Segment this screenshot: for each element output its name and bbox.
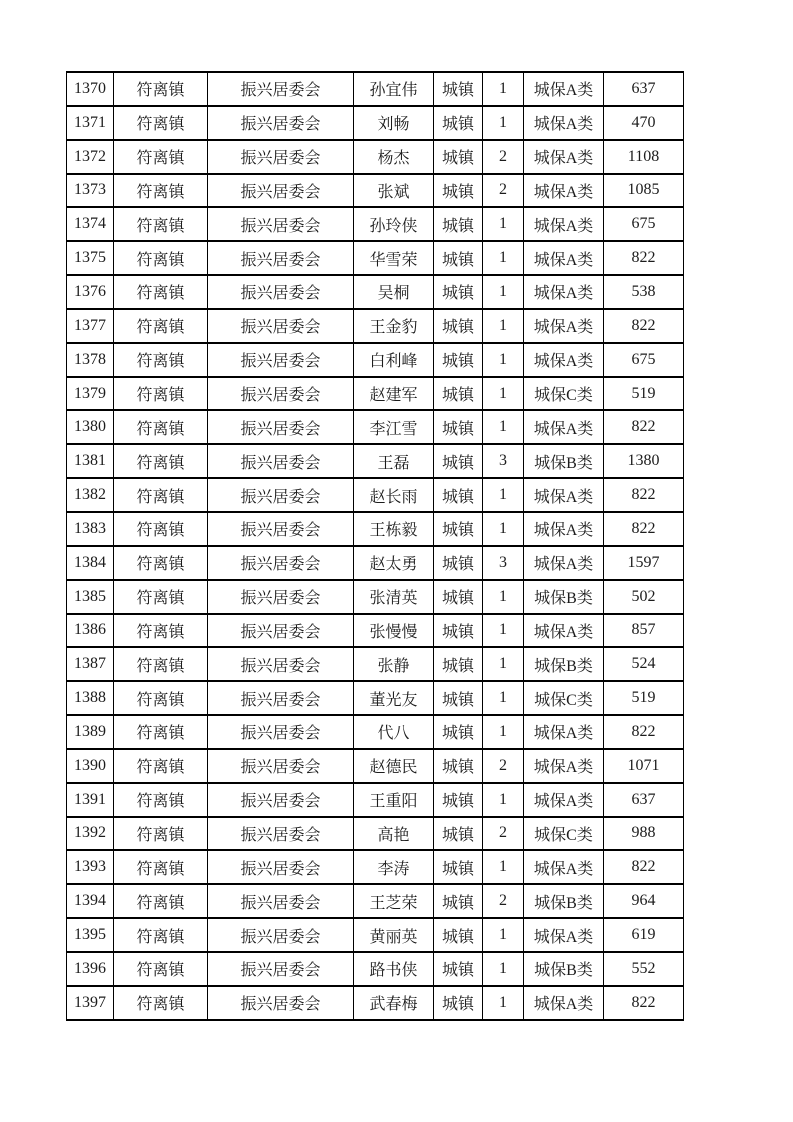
cell-residence-type: 城镇 [434,986,483,1020]
cell-household-count: 2 [483,174,524,208]
cell-amount: 822 [604,986,684,1020]
cell-benefit-category: 城保A类 [524,478,604,512]
cell-committee: 振兴居委会 [208,850,354,884]
cell-benefit-category: 城保A类 [524,986,604,1020]
cell-amount: 637 [604,72,684,106]
cell-serial-number: 1377 [67,309,114,343]
cell-amount: 519 [604,377,684,411]
cell-town: 符离镇 [114,174,208,208]
cell-serial-number: 1385 [67,580,114,614]
cell-person-name: 王芝荣 [354,884,434,918]
cell-committee: 振兴居委会 [208,580,354,614]
cell-household-count: 1 [483,241,524,275]
cell-household-count: 1 [483,918,524,952]
cell-benefit-category: 城保A类 [524,241,604,275]
cell-town: 符离镇 [114,681,208,715]
cell-amount: 1108 [604,140,684,174]
cell-benefit-category: 城保A类 [524,850,604,884]
cell-person-name: 王磊 [354,444,434,478]
cell-benefit-category: 城保B类 [524,952,604,986]
cell-residence-type: 城镇 [434,715,483,749]
cell-serial-number: 1372 [67,140,114,174]
cell-residence-type: 城镇 [434,309,483,343]
cell-person-name: 王重阳 [354,783,434,817]
cell-committee: 振兴居委会 [208,72,354,106]
cell-serial-number: 1395 [67,918,114,952]
table-row [67,850,684,884]
table-row [67,715,684,749]
cell-amount: 1380 [604,444,684,478]
cell-person-name: 赵德民 [354,749,434,783]
cell-serial-number: 1370 [67,72,114,106]
cell-benefit-category: 城保A类 [524,174,604,208]
cell-household-count: 3 [483,546,524,580]
cell-person-name: 张清英 [354,580,434,614]
cell-town: 符离镇 [114,850,208,884]
cell-benefit-category: 城保C类 [524,681,604,715]
cell-household-count: 2 [483,884,524,918]
cell-benefit-category: 城保A类 [524,749,604,783]
cell-person-name: 赵建军 [354,377,434,411]
table-row [67,884,684,918]
cell-town: 符离镇 [114,444,208,478]
cell-benefit-category: 城保A类 [524,546,604,580]
cell-residence-type: 城镇 [434,478,483,512]
cell-benefit-category: 城保A类 [524,275,604,309]
cell-committee: 振兴居委会 [208,512,354,546]
cell-household-count: 3 [483,444,524,478]
cell-person-name: 赵长雨 [354,478,434,512]
cell-serial-number: 1380 [67,410,114,444]
cell-residence-type: 城镇 [434,377,483,411]
cell-person-name: 张斌 [354,174,434,208]
cell-person-name: 路书侠 [354,952,434,986]
cell-amount: 675 [604,343,684,377]
cell-town: 符离镇 [114,241,208,275]
cell-amount: 988 [604,817,684,851]
cell-committee: 振兴居委会 [208,952,354,986]
cell-person-name: 刘畅 [354,106,434,140]
cell-serial-number: 1394 [67,884,114,918]
cell-benefit-category: 城保A类 [524,512,604,546]
cell-town: 符离镇 [114,106,208,140]
cell-residence-type: 城镇 [434,614,483,648]
cell-committee: 振兴居委会 [208,783,354,817]
cell-residence-type: 城镇 [434,850,483,884]
cell-serial-number: 1389 [67,715,114,749]
cell-committee: 振兴居委会 [208,241,354,275]
cell-town: 符离镇 [114,647,208,681]
cell-person-name: 张静 [354,647,434,681]
cell-amount: 1085 [604,174,684,208]
table-row [67,580,684,614]
table-row [67,546,684,580]
table-row [67,241,684,275]
cell-residence-type: 城镇 [434,647,483,681]
cell-committee: 振兴居委会 [208,106,354,140]
cell-residence-type: 城镇 [434,681,483,715]
cell-benefit-category: 城保A类 [524,309,604,343]
cell-amount: 1071 [604,749,684,783]
cell-benefit-category: 城保A类 [524,343,604,377]
cell-household-count: 1 [483,410,524,444]
table-row [67,647,684,681]
cell-person-name: 董光友 [354,681,434,715]
cell-serial-number: 1390 [67,749,114,783]
cell-committee: 振兴居委会 [208,986,354,1020]
cell-town: 符离镇 [114,952,208,986]
table-row [67,512,684,546]
cell-town: 符离镇 [114,512,208,546]
table-row [67,749,684,783]
cell-household-count: 2 [483,140,524,174]
cell-household-count: 1 [483,309,524,343]
cell-amount: 675 [604,207,684,241]
table-row [67,140,684,174]
cell-benefit-category: 城保A类 [524,72,604,106]
cell-amount: 502 [604,580,684,614]
cell-benefit-category: 城保A类 [524,918,604,952]
cell-committee: 振兴居委会 [208,377,354,411]
cell-town: 符离镇 [114,918,208,952]
cell-serial-number: 1383 [67,512,114,546]
cell-committee: 振兴居委会 [208,715,354,749]
cell-amount: 470 [604,106,684,140]
cell-committee: 振兴居委会 [208,817,354,851]
cell-amount: 822 [604,410,684,444]
cell-person-name: 黄丽英 [354,918,434,952]
cell-household-count: 1 [483,207,524,241]
table-row [67,478,684,512]
cell-serial-number: 1392 [67,817,114,851]
cell-committee: 振兴居委会 [208,207,354,241]
table-row [67,309,684,343]
cell-committee: 振兴居委会 [208,140,354,174]
cell-serial-number: 1376 [67,275,114,309]
table-row [67,106,684,140]
cell-household-count: 1 [483,72,524,106]
cell-person-name: 代八 [354,715,434,749]
cell-serial-number: 1382 [67,478,114,512]
cell-committee: 振兴居委会 [208,647,354,681]
cell-household-count: 1 [483,106,524,140]
cell-benefit-category: 城保A类 [524,106,604,140]
cell-person-name: 李江雪 [354,410,434,444]
cell-person-name: 华雪荣 [354,241,434,275]
cell-serial-number: 1396 [67,952,114,986]
cell-committee: 振兴居委会 [208,918,354,952]
table-row [67,72,684,106]
cell-household-count: 2 [483,817,524,851]
cell-serial-number: 1381 [67,444,114,478]
cell-person-name: 张慢慢 [354,614,434,648]
cell-household-count: 1 [483,377,524,411]
cell-household-count: 1 [483,850,524,884]
cell-person-name: 杨杰 [354,140,434,174]
cell-household-count: 1 [483,478,524,512]
cell-benefit-category: 城保B类 [524,647,604,681]
cell-amount: 637 [604,783,684,817]
cell-committee: 振兴居委会 [208,444,354,478]
cell-town: 符离镇 [114,377,208,411]
cell-serial-number: 1379 [67,377,114,411]
cell-committee: 振兴居委会 [208,478,354,512]
cell-household-count: 1 [483,783,524,817]
cell-benefit-category: 城保A类 [524,207,604,241]
cell-town: 符离镇 [114,546,208,580]
table-row [67,986,684,1020]
cell-benefit-category: 城保A类 [524,614,604,648]
cell-serial-number: 1397 [67,986,114,1020]
cell-amount: 519 [604,681,684,715]
table-row [67,410,684,444]
cell-residence-type: 城镇 [434,749,483,783]
cell-town: 符离镇 [114,410,208,444]
cell-town: 符离镇 [114,309,208,343]
cell-serial-number: 1391 [67,783,114,817]
cell-town: 符离镇 [114,343,208,377]
cell-amount: 822 [604,850,684,884]
cell-town: 符离镇 [114,207,208,241]
cell-amount: 857 [604,614,684,648]
cell-town: 符离镇 [114,749,208,783]
cell-residence-type: 城镇 [434,410,483,444]
cell-residence-type: 城镇 [434,207,483,241]
cell-town: 符离镇 [114,614,208,648]
cell-committee: 振兴居委会 [208,174,354,208]
cell-committee: 振兴居委会 [208,546,354,580]
cell-residence-type: 城镇 [434,174,483,208]
cell-person-name: 李涛 [354,850,434,884]
cell-household-count: 1 [483,986,524,1020]
cell-household-count: 1 [483,275,524,309]
table-row [67,614,684,648]
cell-residence-type: 城镇 [434,783,483,817]
cell-benefit-category: 城保C类 [524,377,604,411]
table-row [67,952,684,986]
table-row [67,918,684,952]
cell-residence-type: 城镇 [434,817,483,851]
cell-benefit-category: 城保A类 [524,783,604,817]
cell-residence-type: 城镇 [434,512,483,546]
cell-committee: 振兴居委会 [208,309,354,343]
cell-serial-number: 1387 [67,647,114,681]
cell-residence-type: 城镇 [434,952,483,986]
cell-person-name: 王金豹 [354,309,434,343]
benefits-table [66,71,684,1021]
cell-town: 符离镇 [114,817,208,851]
cell-household-count: 1 [483,647,524,681]
cell-benefit-category: 城保B类 [524,444,604,478]
cell-serial-number: 1386 [67,614,114,648]
cell-amount: 524 [604,647,684,681]
cell-amount: 619 [604,918,684,952]
cell-household-count: 1 [483,512,524,546]
cell-benefit-category: 城保A类 [524,410,604,444]
cell-committee: 振兴居委会 [208,614,354,648]
cell-serial-number: 1378 [67,343,114,377]
cell-benefit-category: 城保C类 [524,817,604,851]
table-row [67,783,684,817]
cell-residence-type: 城镇 [434,343,483,377]
cell-person-name: 赵太勇 [354,546,434,580]
cell-person-name: 吴桐 [354,275,434,309]
cell-town: 符离镇 [114,275,208,309]
cell-town: 符离镇 [114,478,208,512]
cell-serial-number: 1384 [67,546,114,580]
cell-amount: 822 [604,309,684,343]
cell-serial-number: 1373 [67,174,114,208]
cell-committee: 振兴居委会 [208,749,354,783]
cell-town: 符离镇 [114,884,208,918]
cell-amount: 822 [604,715,684,749]
cell-serial-number: 1388 [67,681,114,715]
cell-household-count: 1 [483,952,524,986]
cell-household-count: 1 [483,580,524,614]
table-row [67,681,684,715]
cell-amount: 822 [604,512,684,546]
cell-amount: 552 [604,952,684,986]
cell-committee: 振兴居委会 [208,343,354,377]
table-row [67,174,684,208]
table-row [67,817,684,851]
cell-committee: 振兴居委会 [208,681,354,715]
table-row [67,377,684,411]
cell-committee: 振兴居委会 [208,884,354,918]
table-row [67,275,684,309]
cell-household-count: 1 [483,343,524,377]
cell-household-count: 2 [483,749,524,783]
cell-person-name: 白利峰 [354,343,434,377]
cell-person-name: 高艳 [354,817,434,851]
cell-town: 符离镇 [114,986,208,1020]
cell-committee: 振兴居委会 [208,275,354,309]
table-row [67,343,684,377]
cell-amount: 822 [604,478,684,512]
cell-residence-type: 城镇 [434,106,483,140]
cell-benefit-category: 城保A类 [524,140,604,174]
cell-town: 符离镇 [114,580,208,614]
cell-amount: 538 [604,275,684,309]
cell-residence-type: 城镇 [434,140,483,174]
cell-amount: 964 [604,884,684,918]
cell-benefit-category: 城保B类 [524,884,604,918]
cell-residence-type: 城镇 [434,918,483,952]
cell-person-name: 武春梅 [354,986,434,1020]
cell-town: 符离镇 [114,72,208,106]
cell-residence-type: 城镇 [434,72,483,106]
cell-benefit-category: 城保B类 [524,580,604,614]
cell-town: 符离镇 [114,715,208,749]
benefits-table-body [67,72,684,1020]
cell-serial-number: 1393 [67,850,114,884]
cell-town: 符离镇 [114,783,208,817]
cell-residence-type: 城镇 [434,444,483,478]
cell-residence-type: 城镇 [434,580,483,614]
cell-residence-type: 城镇 [434,884,483,918]
cell-residence-type: 城镇 [434,275,483,309]
cell-serial-number: 1371 [67,106,114,140]
cell-household-count: 1 [483,715,524,749]
cell-household-count: 1 [483,614,524,648]
cell-committee: 振兴居委会 [208,410,354,444]
cell-person-name: 孙玲侠 [354,207,434,241]
table-row [67,444,684,478]
cell-residence-type: 城镇 [434,546,483,580]
cell-residence-type: 城镇 [434,241,483,275]
cell-serial-number: 1375 [67,241,114,275]
table-row [67,207,684,241]
cell-serial-number: 1374 [67,207,114,241]
cell-amount: 1597 [604,546,684,580]
cell-household-count: 1 [483,681,524,715]
cell-person-name: 王栋毅 [354,512,434,546]
cell-amount: 822 [604,241,684,275]
cell-person-name: 孙宜伟 [354,72,434,106]
cell-town: 符离镇 [114,140,208,174]
cell-benefit-category: 城保A类 [524,715,604,749]
